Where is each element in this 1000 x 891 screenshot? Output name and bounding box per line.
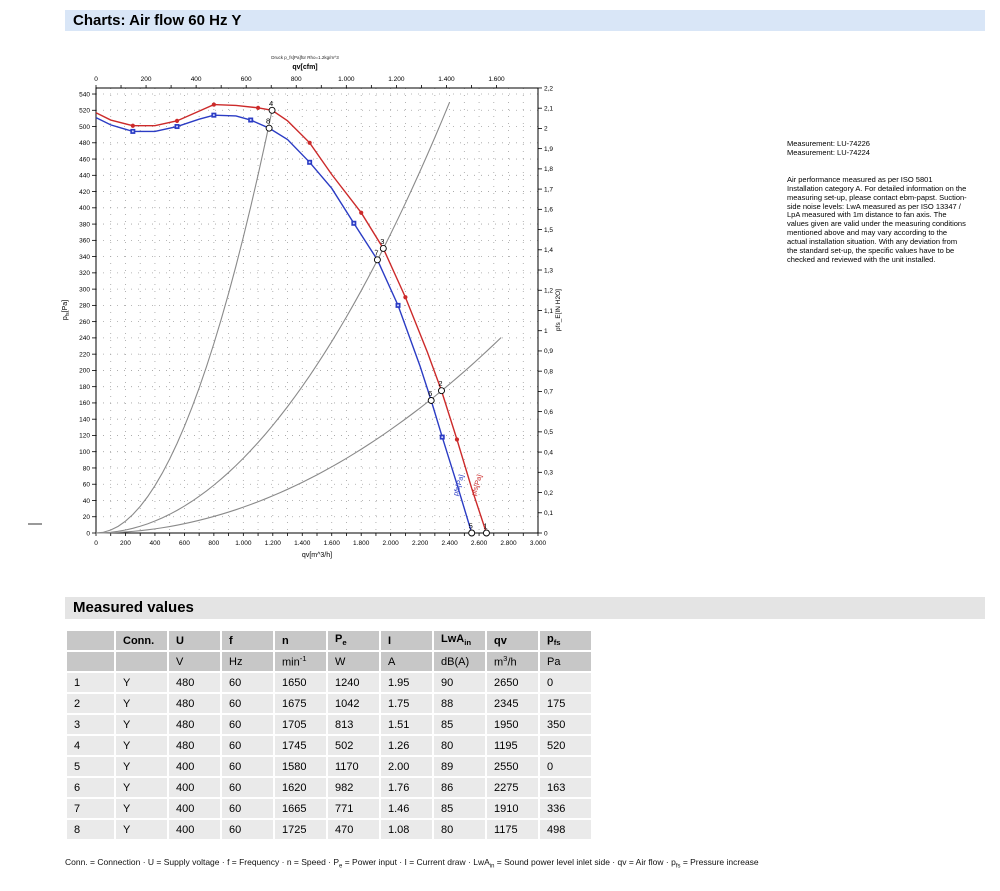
data-marker bbox=[256, 106, 260, 110]
svg-text:2.200: 2.200 bbox=[411, 540, 429, 547]
svg-text:800: 800 bbox=[208, 540, 220, 547]
table-cell: 60 bbox=[222, 799, 273, 818]
curve-label: pfs[Pa] bbox=[470, 473, 484, 497]
table-cell: 502 bbox=[328, 736, 379, 755]
svg-text:1,8: 1,8 bbox=[544, 166, 554, 174]
svg-text:540: 540 bbox=[79, 91, 90, 99]
table-cell: 2 bbox=[67, 694, 114, 713]
svg-text:7: 7 bbox=[374, 248, 379, 258]
table-cell: 80 bbox=[434, 820, 485, 839]
svg-text:140: 140 bbox=[79, 416, 90, 424]
svg-text:260: 260 bbox=[79, 318, 90, 326]
svg-text:1.200: 1.200 bbox=[264, 540, 281, 547]
table-header-cell: n bbox=[275, 631, 326, 650]
svg-text:0: 0 bbox=[94, 540, 98, 547]
table-cell: 336 bbox=[540, 799, 591, 818]
table-header-cell: dB(A) bbox=[434, 652, 485, 671]
table-cell: 1665 bbox=[275, 799, 326, 818]
table-header-cell: Hz bbox=[222, 652, 273, 671]
table-cell: 1.46 bbox=[381, 799, 432, 818]
table-cell: Y bbox=[116, 778, 167, 797]
table-row bbox=[67, 673, 591, 692]
svg-text:4: 4 bbox=[268, 98, 274, 108]
svg-text:2.000: 2.000 bbox=[382, 540, 399, 547]
table-cell: 771 bbox=[328, 799, 379, 818]
chart-svg bbox=[55, 45, 575, 580]
table-cell: 1910 bbox=[487, 799, 538, 818]
svg-text:qv[cfm]: qv[cfm] bbox=[292, 64, 318, 71]
table-cell: 480 bbox=[169, 673, 220, 692]
table-cell: 60 bbox=[222, 820, 273, 839]
table-cell: Y bbox=[116, 757, 167, 776]
table-header-row bbox=[67, 631, 591, 650]
curve-label: pfs[Pa] bbox=[452, 473, 466, 497]
svg-text:440: 440 bbox=[79, 172, 90, 180]
svg-text:600: 600 bbox=[178, 540, 190, 547]
side-notes bbox=[787, 140, 967, 265]
operating-points bbox=[266, 99, 489, 536]
table-cell: 1.95 bbox=[381, 673, 432, 692]
svg-text:400: 400 bbox=[79, 205, 90, 213]
svg-text:600: 600 bbox=[240, 76, 252, 83]
table-cell: 1580 bbox=[275, 757, 326, 776]
svg-text:1.000: 1.000 bbox=[235, 540, 252, 547]
section-title-measured-values: Measured values bbox=[65, 597, 985, 619]
svg-text:1,2: 1,2 bbox=[544, 287, 554, 295]
table-cell: 60 bbox=[222, 715, 273, 734]
table-cell: 1.26 bbox=[381, 736, 432, 755]
axis-bottom bbox=[94, 533, 546, 559]
table-header-cell bbox=[116, 652, 167, 671]
table-header-cell bbox=[67, 652, 114, 671]
table-header-cell: U bbox=[169, 631, 220, 650]
svg-text:0,4: 0,4 bbox=[544, 449, 554, 457]
series-480v bbox=[96, 102, 486, 533]
table-cell: 400 bbox=[169, 778, 220, 797]
svg-text:460: 460 bbox=[79, 156, 90, 164]
table-cell: 400 bbox=[169, 820, 220, 839]
table-header-cell: A bbox=[381, 652, 432, 671]
measured-values-table bbox=[65, 629, 593, 841]
system-resistance-curves bbox=[96, 102, 501, 533]
svg-text:3.000: 3.000 bbox=[529, 540, 547, 547]
table-cell: 470 bbox=[328, 820, 379, 839]
table-header-cell: V bbox=[169, 652, 220, 671]
svg-text:200: 200 bbox=[79, 367, 90, 375]
table-cell: 1.76 bbox=[381, 778, 432, 797]
table-cell: 90 bbox=[434, 673, 485, 692]
table-cell: 80 bbox=[434, 736, 485, 755]
data-marker bbox=[175, 119, 179, 123]
svg-text:800: 800 bbox=[290, 76, 302, 83]
svg-text:340: 340 bbox=[79, 253, 90, 261]
svg-text:2,2: 2,2 bbox=[544, 85, 554, 93]
table-header-cell: Conn. bbox=[116, 631, 167, 650]
axis-left bbox=[62, 91, 96, 537]
table-header-cell: f bbox=[222, 631, 273, 650]
svg-text:220: 220 bbox=[79, 351, 90, 359]
page-title: Charts: Air flow 60 Hz Y bbox=[65, 10, 985, 31]
svg-text:1,5: 1,5 bbox=[544, 226, 554, 234]
svg-text:2: 2 bbox=[544, 125, 548, 133]
table-cell: 86 bbox=[434, 778, 485, 797]
svg-text:2,1: 2,1 bbox=[544, 105, 554, 113]
table-cell: 400 bbox=[169, 757, 220, 776]
svg-text:1.800: 1.800 bbox=[353, 540, 370, 547]
table-header-cell: Pa bbox=[540, 652, 591, 671]
table-cell: 1675 bbox=[275, 694, 326, 713]
svg-text:120: 120 bbox=[79, 432, 90, 440]
svg-text:0: 0 bbox=[94, 76, 98, 83]
table-cell: 6 bbox=[67, 778, 114, 797]
table-cell: 498 bbox=[540, 820, 591, 839]
svg-text:8: 8 bbox=[266, 116, 271, 126]
table-header-cell: W bbox=[328, 652, 379, 671]
table-cell: 60 bbox=[222, 694, 273, 713]
table-cell: 1240 bbox=[328, 673, 379, 692]
svg-text:1: 1 bbox=[544, 328, 548, 336]
axis-top bbox=[94, 55, 505, 88]
table-header-cell: $m^3/h$ bbox=[487, 652, 538, 671]
table-cell: 175 bbox=[540, 694, 591, 713]
svg-text:0,9: 0,9 bbox=[544, 348, 554, 356]
table-cell: 8 bbox=[67, 820, 114, 839]
measurement-conditions-text: Air performance measured as per ISO 5801 Installation category A. For detailed information on the measuring set-up, please contact ebm-papst. Suction-side noise levels: LwA measured as per ISO 13347 / LpA measured with 1m distance to fan axis. The values given are valid under the measuring conditions mentioned above and may vary according to the actual installation situation. With any deviation from the standard set-up, the specific values have to be checked and reviewed with the unit installed. bbox=[787, 174, 967, 264]
table-row bbox=[67, 715, 591, 734]
axis-right bbox=[538, 85, 562, 537]
table-cell: 7 bbox=[67, 799, 114, 818]
svg-text:1: 1 bbox=[483, 521, 488, 531]
svg-text:100: 100 bbox=[79, 449, 90, 457]
table-cell: 0 bbox=[540, 673, 591, 692]
table-cell: 85 bbox=[434, 715, 485, 734]
table-row bbox=[67, 694, 591, 713]
svg-text:400: 400 bbox=[190, 76, 202, 83]
table-header-cell: $p_{fs}$ bbox=[540, 631, 591, 650]
svg-text:380: 380 bbox=[79, 221, 90, 229]
table-cell: 1650 bbox=[275, 673, 326, 692]
table-cell: 400 bbox=[169, 799, 220, 818]
table-cell: 2345 bbox=[487, 694, 538, 713]
table-cell: 60 bbox=[222, 736, 273, 755]
svg-text:0: 0 bbox=[86, 530, 90, 538]
table-cell: 1.51 bbox=[381, 715, 432, 734]
table-cell: 1.08 bbox=[381, 820, 432, 839]
svg-text:1,9: 1,9 bbox=[544, 145, 554, 153]
table-cell: 1950 bbox=[487, 715, 538, 734]
svg-text:1.400: 1.400 bbox=[294, 540, 311, 547]
table-cell: 0 bbox=[540, 757, 591, 776]
table-cell: 1725 bbox=[275, 820, 326, 839]
svg-text:0,5: 0,5 bbox=[544, 429, 554, 437]
table-cell: 3 bbox=[67, 715, 114, 734]
svg-text:5: 5 bbox=[468, 521, 473, 531]
table-cell: Y bbox=[116, 694, 167, 713]
table-cell: 1042 bbox=[328, 694, 379, 713]
svg-text:200: 200 bbox=[120, 540, 131, 547]
performance-chart bbox=[55, 45, 575, 580]
table-cell: 4 bbox=[67, 736, 114, 755]
table-cell: 480 bbox=[169, 694, 220, 713]
svg-text:240: 240 bbox=[79, 335, 90, 343]
svg-text:520: 520 bbox=[79, 107, 90, 115]
svg-text:80: 80 bbox=[82, 465, 90, 473]
table-cell: 163 bbox=[540, 778, 591, 797]
table-cell: 480 bbox=[169, 715, 220, 734]
svg-text:6: 6 bbox=[428, 388, 433, 398]
chart-root bbox=[62, 55, 562, 559]
table-header-cell: $P_e$ bbox=[328, 631, 379, 650]
data-marker bbox=[403, 295, 407, 299]
data-marker bbox=[212, 102, 216, 106]
table-cell: 2.00 bbox=[381, 757, 432, 776]
table-row bbox=[67, 736, 591, 755]
table-cell: Y bbox=[116, 799, 167, 818]
svg-text:2.400: 2.400 bbox=[441, 540, 458, 547]
svg-text:20: 20 bbox=[82, 514, 90, 522]
svg-text:500: 500 bbox=[79, 123, 90, 131]
table-cell: 520 bbox=[540, 736, 591, 755]
table-cell: 60 bbox=[222, 778, 273, 797]
table-cell: 2650 bbox=[487, 673, 538, 692]
table-units-row bbox=[67, 652, 591, 671]
svg-text:0,1: 0,1 bbox=[544, 510, 554, 518]
svg-text:320: 320 bbox=[79, 270, 90, 278]
svg-text:qv[m^3/h]: qv[m^3/h] bbox=[301, 552, 333, 559]
table-cell: 2275 bbox=[487, 778, 538, 797]
data-marker bbox=[359, 211, 363, 215]
table-cell: 5 bbox=[67, 757, 114, 776]
table-cell: Y bbox=[116, 715, 167, 734]
page-margin-mark bbox=[28, 523, 42, 525]
svg-text:0,8: 0,8 bbox=[544, 368, 554, 376]
svg-text:360: 360 bbox=[79, 237, 90, 245]
data-marker bbox=[308, 141, 312, 145]
svg-text:280: 280 bbox=[79, 302, 90, 310]
table-cell: 60 bbox=[222, 757, 273, 776]
table-footnote-legend: Conn. = Connection · U = Supply voltage · f = Frequency · n = Speed · $P_e$ = Power input · I = Current draw · LwA$_{in}$ = Sound power level inlet side · qv = Air flow · $p_{fs}$ = Pressure increase bbox=[65, 857, 759, 870]
svg-text:1.200: 1.200 bbox=[388, 76, 405, 83]
table-row bbox=[67, 820, 591, 839]
svg-text:2.800: 2.800 bbox=[500, 540, 517, 547]
svg-text:1.600: 1.600 bbox=[488, 76, 505, 83]
svg-text:60: 60 bbox=[82, 481, 90, 489]
svg-text:400: 400 bbox=[149, 540, 161, 547]
svg-text:0,6: 0,6 bbox=[544, 408, 554, 416]
table-cell: 1705 bbox=[275, 715, 326, 734]
table-header-cell: LwA$_{in}$ bbox=[434, 631, 485, 650]
svg-text:180: 180 bbox=[79, 383, 90, 391]
table-row bbox=[67, 778, 591, 797]
table-cell: 1745 bbox=[275, 736, 326, 755]
data-marker bbox=[455, 437, 459, 441]
svg-text:2: 2 bbox=[438, 379, 443, 389]
chart-grid bbox=[96, 88, 538, 533]
svg-text:1.400: 1.400 bbox=[438, 76, 455, 83]
svg-text:1,4: 1,4 bbox=[544, 247, 554, 255]
table-cell: 1.75 bbox=[381, 694, 432, 713]
svg-text:1,1: 1,1 bbox=[544, 307, 554, 315]
svg-text:0,3: 0,3 bbox=[544, 469, 554, 477]
svg-text:1.000: 1.000 bbox=[338, 76, 355, 83]
svg-text:160: 160 bbox=[79, 400, 90, 408]
table-cell: 85 bbox=[434, 799, 485, 818]
svg-text:200: 200 bbox=[140, 76, 152, 83]
svg-text:pfs[Pa]: $p_{fs}[Pa]$ bbox=[62, 299, 71, 321]
table-header-cell bbox=[67, 631, 114, 650]
table-cell: 1 bbox=[67, 673, 114, 692]
table-cell: 88 bbox=[434, 694, 485, 713]
svg-text:300: 300 bbox=[79, 286, 90, 294]
chart-density-note: Druck p_fs[Pa]für Rho=1.2kg/m^3 bbox=[271, 55, 339, 60]
table-cell: 1170 bbox=[328, 757, 379, 776]
measurement-ref-2: Measurement: LU-74224 bbox=[787, 147, 870, 157]
svg-text:1,3: 1,3 bbox=[544, 267, 554, 275]
table-cell: 1175 bbox=[487, 820, 538, 839]
svg-text:420: 420 bbox=[79, 188, 90, 196]
svg-text:0: 0 bbox=[544, 530, 548, 538]
table-row bbox=[67, 757, 591, 776]
table-cell: 2550 bbox=[487, 757, 538, 776]
table-row bbox=[67, 799, 591, 818]
svg-text:0,7: 0,7 bbox=[544, 388, 554, 396]
table-cell: Y bbox=[116, 820, 167, 839]
table-cell: 60 bbox=[222, 673, 273, 692]
data-marker bbox=[131, 124, 135, 128]
table-header-cell: I bbox=[381, 631, 432, 650]
svg-text:480: 480 bbox=[79, 140, 90, 148]
table-cell: 350 bbox=[540, 715, 591, 734]
table-cell: 982 bbox=[328, 778, 379, 797]
svg-text:3: 3 bbox=[380, 236, 385, 246]
svg-text:1,7: 1,7 bbox=[544, 186, 554, 194]
table-cell: 480 bbox=[169, 736, 220, 755]
svg-text:1.600: 1.600 bbox=[323, 540, 340, 547]
svg-text:2.600: 2.600 bbox=[470, 540, 488, 547]
table-cell: Y bbox=[116, 673, 167, 692]
measurement-ref-1: Measurement: LU-74226 bbox=[787, 139, 870, 148]
svg-text:pfs_E[IN H2O]: pfs_E[IN H2O] bbox=[555, 289, 562, 331]
svg-text:0,2: 0,2 bbox=[544, 489, 554, 497]
table-cell: 1195 bbox=[487, 736, 538, 755]
table-header-cell: qv bbox=[487, 631, 538, 650]
table-cell: 813 bbox=[328, 715, 379, 734]
svg-text:40: 40 bbox=[82, 497, 90, 505]
table-header-cell: $\min^{-1}$ bbox=[275, 652, 326, 671]
svg-text:1,6: 1,6 bbox=[544, 206, 554, 214]
table-cell: 89 bbox=[434, 757, 485, 776]
table-cell: 1620 bbox=[275, 778, 326, 797]
table-cell: Y bbox=[116, 736, 167, 755]
